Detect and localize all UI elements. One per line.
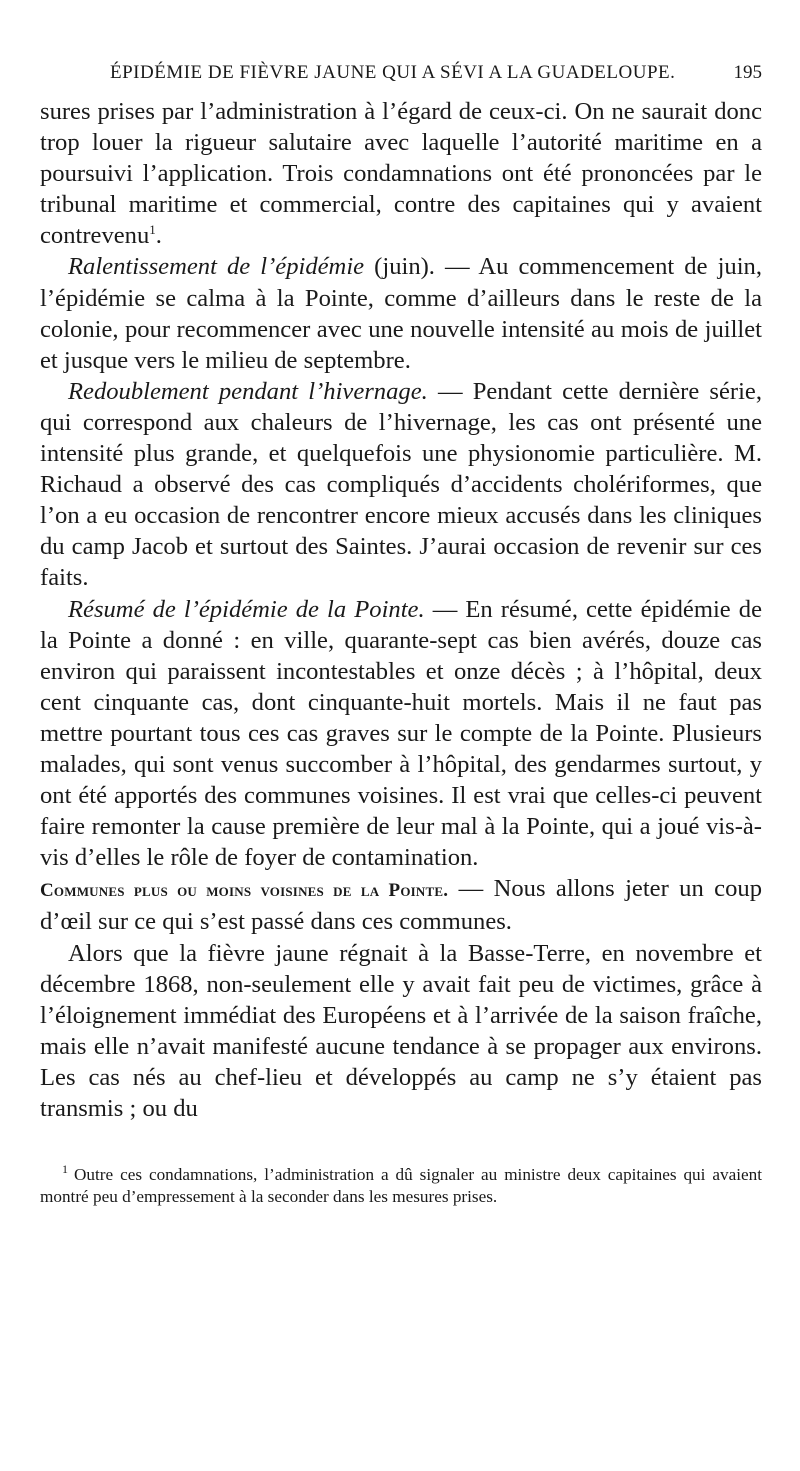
- paragraph-redoublement: [40, 376, 762, 594]
- paragraph-resume: [40, 594, 762, 874]
- paragraph-text: (juin). — Au commencement de juin, l’épidémie se calma à la Pointe, comme d’ailleurs dans le reste de la colonie, pour recommencer avec une nouvelle intensité au mois de juillet et jusque vers le milieu de septembre.: [40, 253, 762, 374]
- section-heading-ralentissement: Ralentissement de l’épidémie: [68, 253, 365, 281]
- paragraph-text: sures prises par l’administration à l’égard de ceux-ci. On ne saurait donc trop louer la rigueur salutaire avec laquelle l’autorité maritime en a poursuivi l’application. Trois condamnations ont été prononcées par le tribunal maritime et commercial, contre des capitaines qui y avaient contrevenu: [40, 98, 762, 250]
- footnote-text: Outre ces condamnations, l’administration a dû signaler au ministre deux capitaines qui avaient montré peu d’empressement à la seconder dans les mesures prises.: [40, 1165, 762, 1207]
- paragraph-continuation: sures prises par l’administration à l’égard de ceux-ci. On ne saurait donc trop louer la rigueur salutaire avec laquelle l’autorité maritime en a poursuivi l’application. Trois condamnations ont été prononcées par le tribunal maritime et commercial, contre des capitaines qui y avaient contrevenu$^1$.: [40, 98, 762, 250]
- book-page: [40, 62, 762, 1208]
- footnote-mark: 1: [62, 1162, 68, 1177]
- running-header: [110, 62, 762, 96]
- paragraph-communes: [40, 873, 762, 937]
- body-text: [40, 96, 762, 1124]
- running-title: ÉPIDÉMIE DE FIÈVRE JAUNE QUI A SÉVI A LA GUADELOUPE.: [110, 62, 676, 83]
- section-heading-redoublement: Redoublement pendant l’hivernage.: [68, 377, 428, 405]
- footnote-reference: 1: [149, 222, 156, 238]
- paragraph-text: — Nous allons jeter un coup d’œil sur ce qui s’est passé dans ces communes.: [40, 875, 762, 936]
- paragraph-text: — En résumé, cette épidémie de la Pointe a donné : en ville, quarante-sept cas bien avérés, douze cas environ qui paraissent incontestables et onze décès ; à l’hôpital, deux cent cinquante cas, dont cinquante-huit mortels. Mais il ne faut pas mettre pourtant tous ces cas graves sur le compte de la Pointe. Plusieurs malades, qui sont venus succomber à l’hôpital, des gendarmes surtout, y ont été apportés des communes voisines. Il est vrai que celles-ci peuvent faire remonter la cause première de leur mal à la Pointe, qui a joué vis-à-vis d’elles le rôle de foyer de contamination.: [40, 595, 762, 872]
- page-number: 195: [733, 62, 762, 83]
- paragraph-ralentissement: [40, 251, 762, 375]
- section-heading-resume: Résumé de l’épidémie de la Pointe.: [68, 595, 425, 623]
- footnote: [40, 1164, 762, 1208]
- paragraph-text: Alors que la fièvre jaune régnait à la Basse-Terre, en novembre et décembre 1868, non-seulement elle y avait fait peu de victimes, grâce à l’éloignement immédiat des Européens et à l’arrivée de la saison fraîche, mais elle n’avait manifesté aucune tendance à se propager aux environs. Les cas nés au chef-lieu et développés au camp ne s’y étaient pas transmis ; ou du: [40, 939, 762, 1122]
- section-heading-communes: Communes plus ou moins voisines de la Pointe.: [40, 880, 449, 902]
- paragraph-basse-terre: [40, 938, 762, 1125]
- paragraph-text: — Pendant cette dernière série, qui correspond aux chaleurs de l’hivernage, les cas ont présenté une intensité plus grande, et quelquefois une physionomie particulière. M. Richaud a observé des cas compliqués d’accidents cholériformes, que l’on a eu occasion de rencontrer encore mieux accusés dans les cliniques du camp Jacob et surtout des Saintes. J’aurai occasion de revenir sur ces faits.: [40, 377, 762, 592]
